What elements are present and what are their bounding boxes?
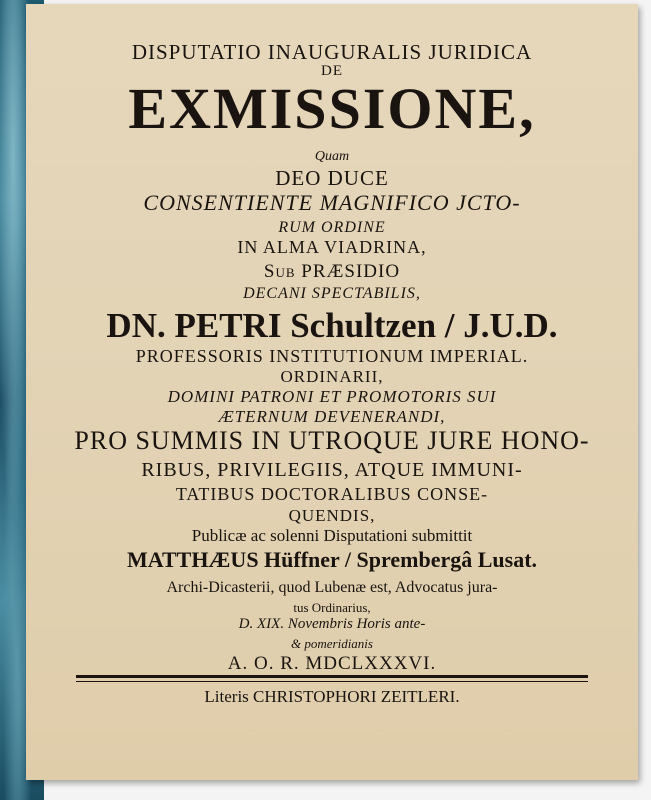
domini-patroni: DOMINI PATRONI ET PROMOTORIS SUI [167,387,497,406]
consentiente-line: CONSENTIENTE MAGNIFICO JCTO- [143,190,521,215]
praeses-name: DN. PETRI Schultzen / J.U.D. [106,306,558,345]
pro-summis-line: PRO SUMMIS IN UTROQUE JURE HONO- [74,426,590,455]
ribus-line: RIBUS, PRIVILEGIIS, ATQUE IMMUNI- [141,459,523,481]
date-line: D. XIX. Novembris Horis ante- [238,616,426,632]
rum-ordine: RUM ORDINE [278,219,386,236]
title-page [26,4,638,780]
quendis-line: QUENDIS, [288,506,376,525]
heading-disputatio: DISPUTATIO INAUGURALIS JURIDICA [131,40,533,64]
tatibus-line: TATIBUS DOCTORALIBUS CONSE- [175,484,489,504]
year-line: A. O. R. MDCLXXXVI. [227,653,437,674]
heading-de: DE [321,63,343,79]
respondent-name: MATTHÆUS Hüffner / Sprembergâ Lusat. [126,547,538,572]
tus-ordinarius-line: tus Ordinarius, [293,600,371,615]
main-title: EXMISSIONE, [128,76,536,141]
decani-spectabilis: DECANI SPECTABILIS, [243,285,421,302]
divider-rule-thin [76,681,588,682]
professoris-line: PROFESSORIS INSTITUTIONUM IMPERIAL. [135,346,529,366]
ordinarii-line: ORDINARII, [280,367,384,386]
quam-line: Quam [314,149,350,164]
sub-praesidio: Sub PRÆSIDIO [263,261,401,282]
archi-dicasterii-line: Archi-Dicasterii, quod Lubenæ est, Advocatus jura- [166,579,498,596]
in-alma-viadrina: IN ALMA VIADRINA, [237,237,427,257]
pomeridianis-line: & pomeridianis [291,636,373,651]
printer-imprint: Literis CHRISTOPHORI ZEITLERI. [204,687,460,706]
aeternum-line: ÆTERNUM DEVENERANDI, [218,407,446,426]
divider-rule [76,675,588,678]
deo-duce: DEO DUCE [275,166,389,190]
publicae-line: Publicæ ac solenni Disputationi submittit [191,526,473,545]
